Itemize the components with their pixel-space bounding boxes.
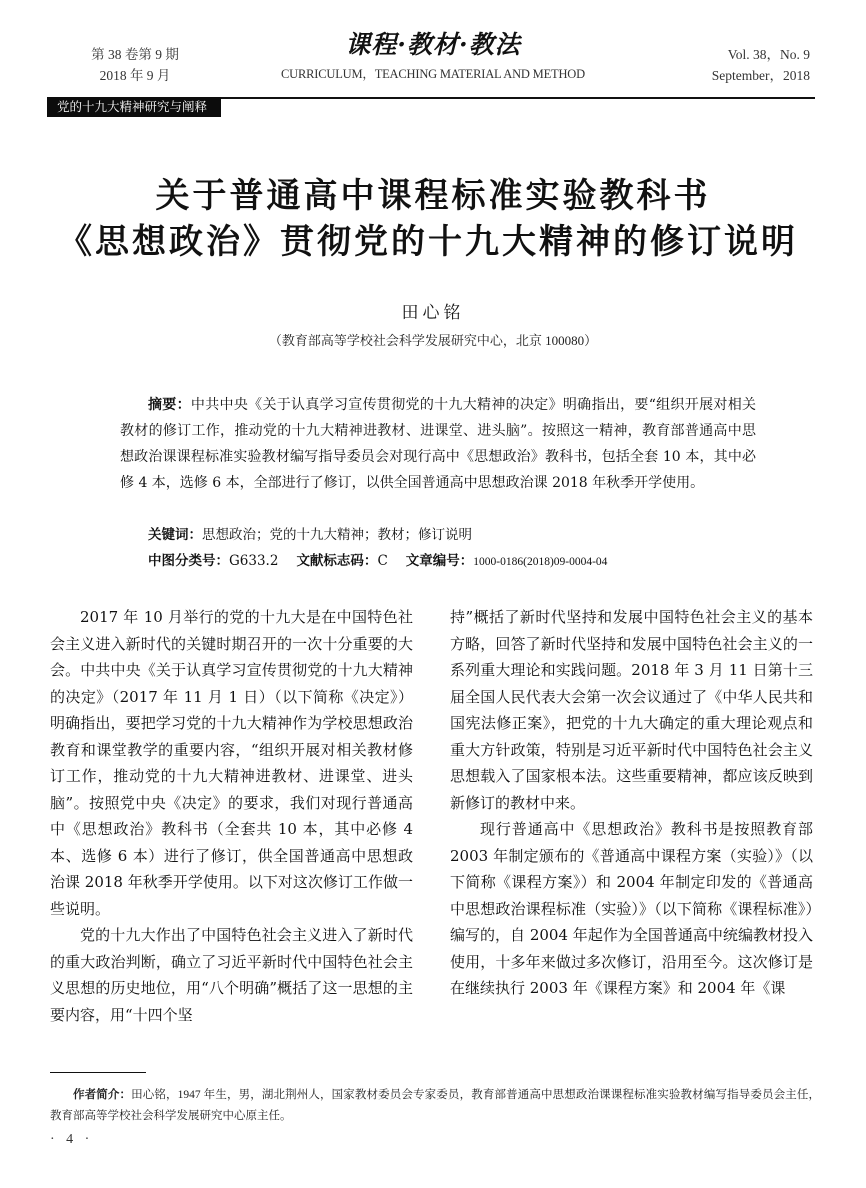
author-name: 田心铭 [401, 303, 465, 323]
journal-masthead [240, 30, 626, 82]
volume-en: Vol. 38，No. 9 [727, 47, 810, 62]
keywords-label: 关键词： [148, 527, 202, 543]
journal-title-cn: 课程·教材·教法 [345, 30, 521, 59]
keywords-value: 思想政治；党的十九大精神；教材；修订说明 [202, 527, 472, 543]
clc-label: 中图分类号： [148, 553, 229, 569]
section-tag: 党的十九大精神研究与阐释 [47, 97, 221, 117]
date-cn: 2018 年 9 月 [99, 68, 171, 83]
footnote-label: 作者简介： [73, 1087, 132, 1101]
body-column-left [50, 604, 413, 1028]
keywords [148, 522, 768, 548]
body-column-right [450, 604, 813, 1002]
doc-code-label: 文献标志码： [296, 553, 378, 569]
author-affiliation: （教育部高等学校社会科学发展研究中心，北京 100080） [268, 333, 598, 348]
page-number: · 4 · [50, 1132, 94, 1147]
date-en: September，2018 [711, 68, 810, 83]
article-title-line1: 关于普通高中课程标准实验教科书 [155, 176, 711, 216]
issue-info-en [660, 44, 810, 86]
abstract-label: 摘要： [148, 397, 191, 413]
abstract [120, 392, 756, 496]
article-title-line2-clip [0, 218, 809, 270]
article-title-line2: 《思想政治》贯彻党的十九大精神的修订说明 [58, 222, 798, 262]
doc-code-value: C [377, 553, 388, 569]
issue-info-cn [60, 44, 210, 86]
body-paragraph: 党的十九大作出了中国特色社会主义进入了新时代的重大政治判断，确立了习近平新时代中国特色社会主义思想的历史地位，用“八个明确”概括了这一思想的主要内容，用“十四个坚 [50, 926, 413, 1024]
body-paragraph: 持”概括了新时代坚持和发展中国特色社会主义的基本方略，回答了新时代坚持和发展中国特色社会主义的一系列重大理论和实践问题。2018 年 3 月 11 日第十三届全国人民代表大会第一次会议通过了《中华人民共和国宪法修正案》，把党的十九大确定的重大理论观点和重大方针政策，特别是习近平新时代中国特色社会主义思想载入了国家根本法。这些重要精神，都应该反映到新修订的教材中来。 [450, 608, 813, 812]
body-paragraph: 2017 年 10 月举行的党的十九大是在中国特色社会主义进入新时代的关键时期召开的一次十分重要的大会。中共中央《关于认真学习宣传贯彻党的十九大精神的决定》（2017 年 11 月 1 日）（以下简称《决定》）明确指出，要把学习党的十九大精神作为学校思想政治教育和课堂教学的重要内容，“组织开展对相关教材修订工作，推动党的十九大精神进教材、进课堂、进头脑”。按照党中央《决定》的要求，我们对现行普通高中《思想政治》教科书（全套共 10 本，其中必修 4 本、选修 6 本）进行了修订，供全国普通高中思想政治课 2018 年秋季开学使用。以下对这次修订工作做一些说明。 [50, 608, 413, 918]
journal-title-en: CURRICULUM，TEACHING MATERIAL AND METHOD [281, 67, 585, 81]
body-paragraph: 现行普通高中《思想政治》教科书是按照教育部 2003 年制定颁布的《普通高中课程方案（实验）》（以下简称《课程方案》）和 2004 年制定印发的《普通高中思想政治课程标准（实验）》（以下简称《课程标准》）编写的，自 2004 年起作为全国普通高中统编教材投入使用，十多年来做过多次修订，沿用至今。这次修订是在继续执行 2003 年《课程方案》和 2004 年《课 [450, 820, 813, 997]
clc-value: G633.2 [229, 553, 279, 569]
classification-line [148, 548, 768, 575]
footnote-text: 田心铭，1947 年生，男，湖北荆州人，国家教材委员会专家委员，教育部普通高中思想政治课课程标准实验教材编写指导委员会主任，教育部高等学校社会科学发展研究中心原主任。 [50, 1089, 820, 1122]
volume-cn: 第 38 卷第 9 期 [91, 47, 179, 62]
article-no-label: 文章编号： [405, 553, 474, 569]
author-footnote [50, 1084, 820, 1127]
footnote-rule [50, 1072, 146, 1073]
article-no-value: 1000-0186(2018)09-0004-04 [473, 556, 608, 568]
abstract-text: 中共中央《关于认真学习宣传贯彻党的十九大精神的决定》明确指出，要“组织开展对相关教材的修订工作，推动党的十九大精神进教材、进课堂、进头脑”。按照这一精神，教育部普通高中思想政治课课程标准实验教材编写指导委员会对现行高中《思想政治》教科书，包括全套 10 本，其中必修 4 本，选修 6 本，全部进行了修订，以供全国普通高中思想政治课 2018 年秋季开学使用。 [120, 397, 757, 491]
